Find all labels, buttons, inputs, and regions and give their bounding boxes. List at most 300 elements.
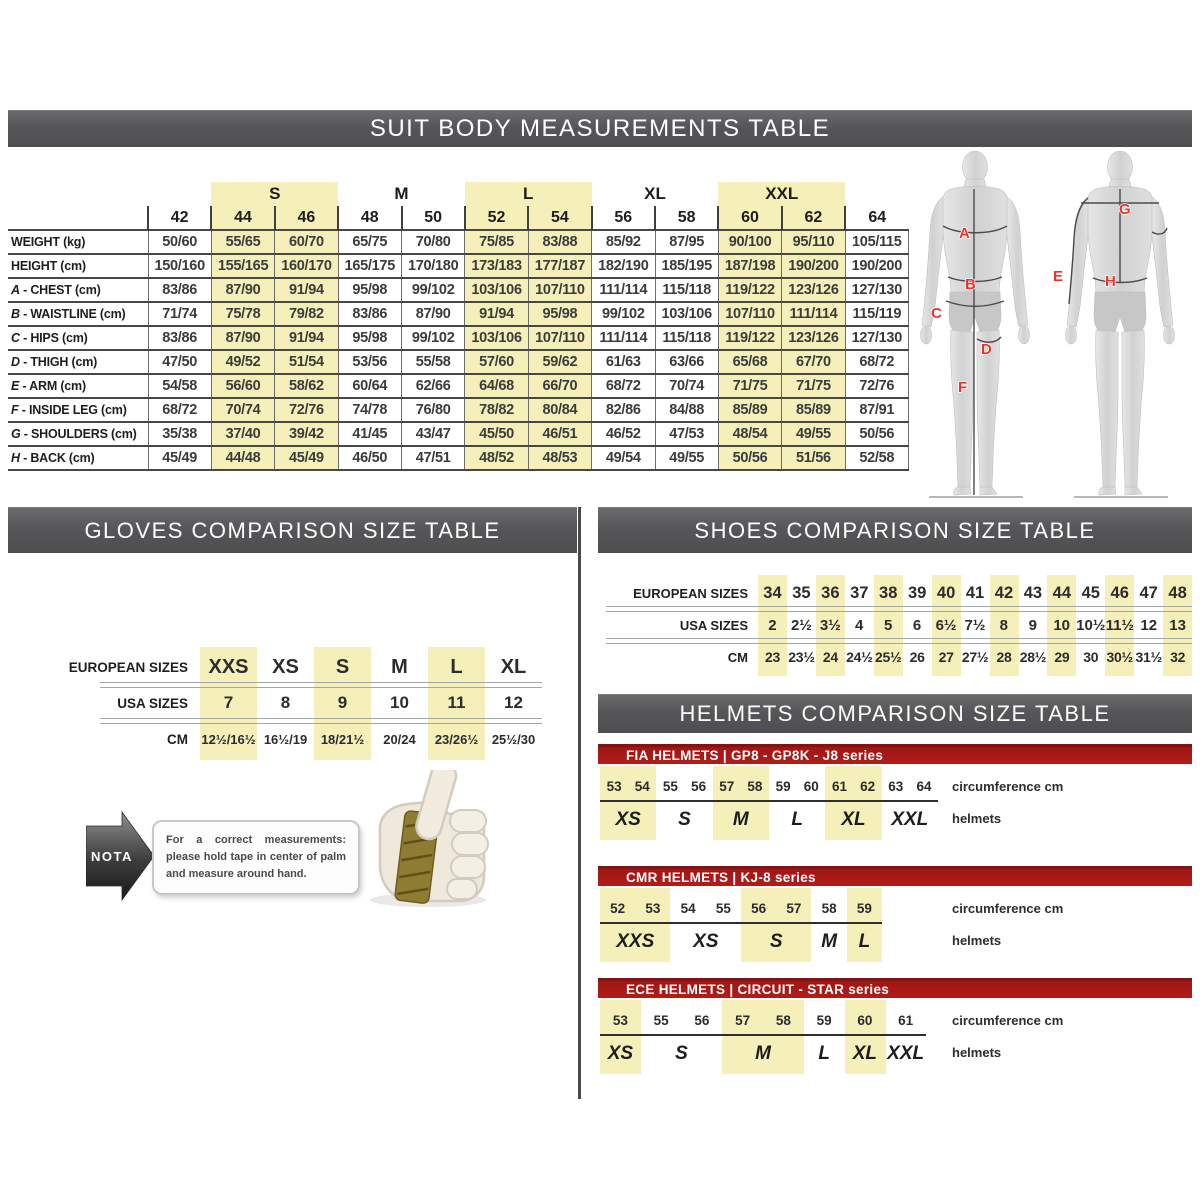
circumference-value: 54 [634,779,650,794]
circumference-value: 55 [715,901,731,916]
measure-value: 103/106 [465,326,528,350]
comp-cell: 18/21½ [320,731,365,747]
marker-waistline: B [965,276,976,293]
empty-corner [8,206,148,230]
measure-value: 111/114 [592,278,655,302]
measure-value: 57/60 [465,350,528,374]
suit-section-title-bar [8,110,1192,147]
measure-value: 63/66 [655,350,718,374]
measure-value: 50/60 [148,230,211,254]
size-group-row [8,182,909,206]
marker-back: H [1105,273,1116,290]
measure-value: 64/68 [465,374,528,398]
helmets-caption: helmets [952,933,1002,948]
size-group-label: S [211,182,338,206]
shoes-section-title-bar [598,507,1192,553]
measure-value: 190/200 [845,254,908,278]
measure-value: 160/170 [275,254,338,278]
marker-chest: A [959,225,970,242]
measure-value: 107/110 [528,326,591,350]
helmet-size-value: L [791,809,803,830]
comp-cell: 30 [1083,649,1099,665]
measure-value: 48/53 [528,446,591,470]
size-header: 52 [465,206,528,230]
comp-cell: 37 [850,583,869,602]
comp-cell: 25½ [875,649,902,665]
measure-value: 87/90 [402,302,465,326]
measure-label: HEIGHT (cm) [8,254,148,278]
measure-value: 44/48 [211,446,274,470]
size-header: 62 [782,206,845,230]
comp-cell: 31½ [1135,649,1162,665]
measure-value: 83/86 [148,326,211,350]
circumference-value: 61 [898,1013,914,1028]
measure-value: 115/118 [655,326,718,350]
helmets-section-title-bar [598,694,1192,733]
comp-cell: 27½ [961,649,989,665]
measure-value: 71/74 [148,302,211,326]
measure-value: 95/98 [338,278,401,302]
measure-value: 107/110 [718,302,781,326]
circumference-value: 60 [857,1013,873,1028]
comp-row [18,652,542,682]
comp-cell: 8 [999,616,1008,634]
comp-cell: 5 [883,616,893,634]
measure-label: C - HIPS (cm) [8,326,148,350]
helmet-size-row [600,802,938,836]
suit-table [8,182,909,471]
comp-cell: 9 [337,693,348,712]
comp-row-label: USA SIZES [679,617,748,633]
comp-cell: 26 [909,649,925,665]
circumference-row [600,894,882,924]
measure-value: 190/200 [782,254,845,278]
measure-value: 66/70 [528,374,591,398]
measure-label: G - SHOULDERS (cm) [8,422,148,446]
measure-value: 68/72 [592,374,655,398]
measure-value: 91/94 [275,326,338,350]
circumference-caption: circumference cm [952,779,1064,794]
helmet-size-value: XS [615,809,641,830]
measure-value: 182/190 [592,254,655,278]
comp-cell: 30½ [1106,649,1133,665]
helmet-series-bar [598,866,1192,886]
measure-value: 173/183 [465,254,528,278]
comp-cell: 24 [822,649,838,665]
measure-value: 185/195 [655,254,718,278]
measure-value: 74/78 [338,398,401,422]
comp-cell: 7½ [964,616,986,634]
size-header: 44 [211,206,274,230]
body-measurement-figures [903,146,1195,508]
comp-cell: 44 [1052,583,1072,602]
measure-value: 111/114 [592,326,655,350]
comp-cell: 45 [1081,583,1100,602]
helmet-size-value: XXL [887,1043,925,1064]
comp-cell: 16½/19 [263,731,308,747]
measure-value: 50/56 [718,446,781,470]
thumb-measure-illustration [350,770,500,910]
comp-cell: 12 [504,693,523,712]
helmet-row-labels [952,894,1063,958]
comp-cell: 6½ [935,616,957,634]
comp-cell: M [391,655,408,678]
helmet-series-label: ECE HELMETS | CIRCUIT - STAR series [626,982,890,997]
measure-value: 84/88 [655,398,718,422]
comp-row [18,724,542,754]
comp-cell: 23½ [788,649,815,665]
measure-label: F - INSIDE LEG (cm) [8,398,148,422]
comp-cell: 9 [1028,616,1037,634]
measure-value: 119/122 [718,326,781,350]
comp-cell: 36 [821,583,840,602]
comp-row-label: USA SIZES [117,695,188,711]
measure-label: D - THIGH (cm) [8,350,148,374]
measure-row [8,278,909,302]
shoes-section-title: SHOES COMPARISON SIZE TABLE [694,517,1096,543]
circumference-value: 53 [612,1013,628,1028]
measure-value: 65/68 [718,350,781,374]
circumference-value: 58 [821,901,837,916]
measure-value: 45/49 [275,446,338,470]
comp-cell: 12 [1140,616,1158,634]
nota-text-box [152,820,360,895]
measure-value: 47/53 [655,422,718,446]
size-header-row [8,206,909,230]
circumference-value: 57 [719,779,735,794]
comp-cell: 8 [280,693,291,712]
comp-cell: 43 [1023,583,1043,602]
size-header: 42 [148,206,211,230]
measure-value: 43/47 [402,422,465,446]
helmet-row-labels [952,1006,1063,1070]
comp-cell: 46 [1110,583,1129,602]
measure-value: 115/119 [845,302,908,326]
size-header: 56 [592,206,655,230]
helmet-size-row [600,924,882,958]
circumference-value: 62 [860,779,876,794]
measure-value: 87/91 [845,398,908,422]
comp-cell: 3½ [819,616,841,634]
comp-cell: 2½ [790,616,812,634]
comp-cell: 28½ [1019,649,1047,665]
comp-cell: 48 [1168,583,1187,602]
helmet-table [600,1006,1192,1070]
circumference-value: 63 [888,779,904,794]
measure-value: 56/60 [211,374,274,398]
helmet-size-row [600,1036,926,1070]
helmet-row-labels [952,772,1063,836]
circumference-value: 52 [610,901,626,916]
comp-cell: 28 [996,649,1012,665]
measure-value: 91/94 [465,302,528,326]
measure-row [8,326,909,350]
measure-value: 150/160 [148,254,211,278]
measure-value: 82/86 [592,398,655,422]
helmet-size-value: L [858,931,871,952]
measure-value: 170/180 [402,254,465,278]
measure-value: 95/98 [528,302,591,326]
measure-value: 37/40 [211,422,274,446]
comp-row [600,580,1192,606]
measure-value: 48/52 [465,446,528,470]
measure-value: 45/50 [465,422,528,446]
size-header: 64 [845,206,908,230]
circumference-value: 59 [856,901,872,916]
measure-value: 55/65 [211,230,274,254]
comp-cell: 40 [936,583,956,602]
measure-value: 49/52 [211,350,274,374]
measure-value: 60/70 [275,230,338,254]
measure-value: 41/45 [338,422,401,446]
helmet-series-label: FIA HELMETS | GP8 - GP8K - J8 series [626,748,884,763]
measure-value: 51/56 [782,446,845,470]
measure-value: 47/50 [148,350,211,374]
marker-arm: E [1053,268,1064,285]
measure-value: 46/50 [338,446,401,470]
measure-value: 75/85 [465,230,528,254]
helmet-size-value: L [818,1043,830,1064]
circumference-value: 53 [606,779,622,794]
measure-value: 70/74 [655,374,718,398]
measure-value: 50/56 [845,422,908,446]
circumference-value: 60 [803,779,819,794]
measure-value: 71/75 [782,374,845,398]
comp-cell: 27 [938,649,954,665]
helmet-series-bar [598,978,1192,998]
circumference-row [600,772,938,802]
measure-value: 51/54 [275,350,338,374]
measure-value: 68/72 [148,398,211,422]
comp-cell: 35 [792,583,811,602]
comp-cell: 4 [855,616,864,634]
helmet-series-label: CMR HELMETS | KJ-8 series [626,870,816,885]
measure-value: 39/42 [275,422,338,446]
measure-value: 49/54 [592,446,655,470]
measure-value: 68/72 [845,350,908,374]
measure-value: 65/75 [338,230,401,254]
circumference-value: 55 [653,1013,669,1028]
comp-cell: 29 [1054,649,1070,665]
circumference-value: 56 [691,779,707,794]
helmet-size-value: XS [607,1043,634,1064]
measure-value: 87/90 [211,326,274,350]
comp-cell: 34 [763,583,782,602]
measure-value: 58/62 [275,374,338,398]
marker-hips: C [931,305,942,322]
circumference-caption: circumference cm [952,901,1064,916]
nota-label: NOTA [91,849,133,864]
helmet-size-value: M [755,1043,771,1064]
size-header: 58 [655,206,718,230]
measure-value: 87/95 [655,230,718,254]
comp-row-label: CM [727,649,748,665]
size-group-label: XL [644,184,666,203]
measure-row [8,254,909,278]
measure-value: 115/118 [655,278,718,302]
helmet-subsection [598,866,1192,958]
helmet-size-value: M [821,931,838,952]
helmet-size-value: S [678,809,691,830]
comp-row-label: EUROPEAN SIZES [68,659,188,675]
circumference-caption: circumference cm [952,1013,1064,1028]
helmet-size-value: S [769,931,783,952]
size-group-label: XXL [718,182,845,206]
measure-value: 105/115 [845,230,908,254]
helmet-size-value: S [675,1043,688,1064]
comp-cell: 10 [390,693,409,712]
measure-value: 127/130 [845,326,908,350]
hand-icon [380,770,488,904]
measure-value: 55/58 [402,350,465,374]
nota-text: For a correct measurements: please hold tape in center of palm and measure around hand. [166,834,346,881]
size-group-label [148,182,211,206]
comp-cell: 11 [447,693,466,712]
circumference-value: 53 [645,901,661,916]
comp-cell: L [450,655,463,678]
helmet-table [600,772,1192,836]
measure-value: 91/94 [275,278,338,302]
helmet-size-value: XL [841,809,866,830]
measure-value: 53/56 [338,350,401,374]
measure-value: 72/76 [845,374,908,398]
gloves-table [18,652,542,754]
circumference-value: 58 [775,1013,791,1028]
comp-cell: 12½/16½ [201,731,256,747]
comp-cell: 23/26½ [434,731,479,747]
comp-cell: S [335,655,350,678]
comp-row-label: EUROPEAN SIZES [633,585,748,601]
measure-value: 52/58 [845,446,908,470]
circumference-row [600,1006,926,1036]
measure-label: WEIGHT (kg) [8,230,148,254]
size-group-label: L [465,182,592,206]
helmet-size-value: XS [693,931,719,952]
marker-thigh: D [981,341,992,358]
circumference-value: 59 [816,1013,832,1028]
helmet-size-value: XL [852,1043,878,1064]
measure-value: 62/66 [402,374,465,398]
comp-cell: XS [272,655,299,678]
measure-value: 48/54 [718,422,781,446]
measure-value: 76/80 [402,398,465,422]
measure-value: 127/130 [845,278,908,302]
measure-value: 46/51 [528,422,591,446]
helmets-section-title: HELMETS COMPARISON SIZE TABLE [679,701,1111,726]
measure-value: 95/98 [338,326,401,350]
helmet-table [600,894,1192,958]
circumference-value: 57 [735,1013,751,1028]
measure-value: 72/76 [275,398,338,422]
comp-cell: 38 [879,583,898,602]
section-divider [578,507,581,1099]
measure-value: 54/58 [148,374,211,398]
measure-value: 155/165 [211,254,274,278]
helmet-series-bar [598,744,1192,764]
empty-corner [8,182,148,206]
measure-value: 80/84 [528,398,591,422]
helmet-size-value: XXL [891,809,929,830]
helmets-caption: helmets [952,811,1002,826]
comp-cell: 2 [768,616,777,634]
comp-cell: 41 [965,583,985,602]
measure-value: 78/82 [465,398,528,422]
measure-row [8,374,909,398]
comp-cell: 20/24 [383,731,416,747]
gloves-section-title-bar [8,507,577,553]
shoes-table [600,580,1192,670]
measure-value: 119/122 [718,278,781,302]
measure-value: 99/102 [402,278,465,302]
comp-cell: 13 [1169,616,1186,634]
measure-value: 83/86 [148,278,211,302]
measure-value: 67/70 [782,350,845,374]
measure-value: 107/110 [528,278,591,302]
measure-value: 123/126 [782,278,845,302]
circumference-value: 57 [786,901,802,916]
measure-row [8,230,909,254]
size-header: 48 [338,206,401,230]
marker-shoulders: G [1119,201,1131,218]
measure-value: 79/82 [275,302,338,326]
marker-inside-leg: F [958,379,968,396]
measure-value: 95/110 [782,230,845,254]
comp-cell: XXS [208,655,249,678]
circumference-value: 61 [831,779,847,794]
comp-cell: 42 [994,583,1014,602]
size-group-label: M [394,184,409,203]
gloves-section-title: GLOVES COMPARISON SIZE TABLE [84,517,501,543]
measure-row [8,302,909,326]
circumference-value: 54 [680,901,696,916]
nota-arrow [86,810,156,902]
comp-cell: 32 [1170,649,1186,665]
measure-value: 83/86 [338,302,401,326]
size-header: 60 [718,206,781,230]
size-group-label [845,182,908,206]
circumference-value: 59 [775,779,791,794]
measure-label: E - ARM (cm) [8,374,148,398]
measure-value: 99/102 [592,302,655,326]
comp-cell: 25½/30 [491,731,536,747]
helmets-caption: helmets [952,1045,1002,1060]
comp-cell: XL [500,655,527,678]
measure-value: 85/92 [592,230,655,254]
measure-value: 123/126 [782,326,845,350]
measure-value: 46/52 [592,422,655,446]
measure-label: B - WAISTLINE (cm) [8,302,148,326]
measure-row [8,350,909,374]
comp-row [18,688,542,718]
circumference-value: 58 [747,779,763,794]
helmet-size-block [600,894,882,958]
helmet-subsection [598,744,1192,836]
helmet-size-block [600,1006,926,1070]
helmet-size-block [600,772,938,836]
measure-value: 177/187 [528,254,591,278]
comp-row [600,644,1192,670]
measure-value: 49/55 [655,446,718,470]
size-header: 46 [275,206,338,230]
measure-value: 75/78 [211,302,274,326]
helmet-size-value: XXS [616,931,655,952]
measure-value: 85/89 [718,398,781,422]
measure-value: 103/106 [465,278,528,302]
comp-cell: 6 [912,616,922,634]
measure-value: 35/38 [148,422,211,446]
circumference-value: 56 [751,901,767,916]
measure-label: H - BACK (cm) [8,446,148,470]
